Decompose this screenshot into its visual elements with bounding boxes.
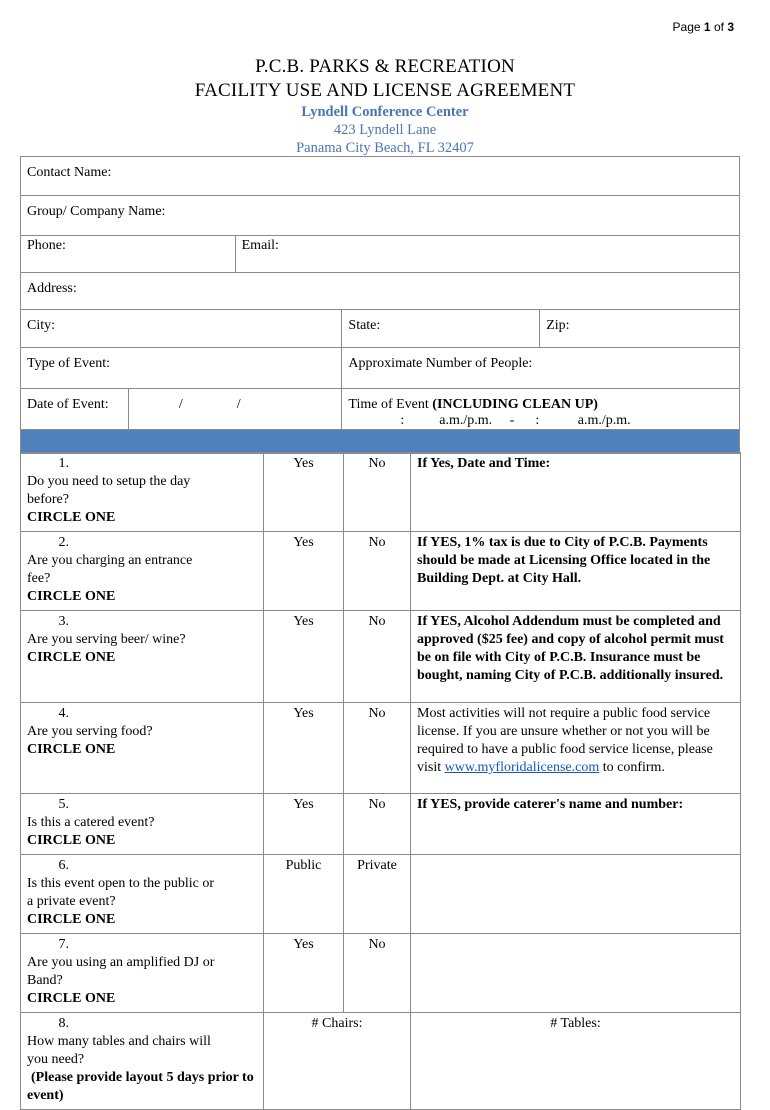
people-count-label: Approximate Number of People: [348, 356, 533, 371]
question-text: Are you serving beer/ wine? [27, 632, 186, 647]
food-license-note-end: to confirm. [599, 760, 665, 775]
group-name-label: Group/ Company Name: [27, 204, 166, 219]
event-date-label: Date of Event: [27, 397, 109, 412]
group-name-field[interactable] [21, 196, 740, 236]
question-note: If YES, Alcohol Addendum must be completed and approved ($25 fee) and copy of alcohol permit must be on file with City of P.C.B. Insurance must be bought, naming City of P.C.B. additionally insured. [411, 611, 741, 703]
option-no[interactable]: No [344, 611, 411, 703]
event-type-field[interactable] [21, 348, 342, 389]
license-website-link[interactable]: www.myfloridalicense.com [444, 760, 600, 775]
page-current: 1 [703, 20, 711, 34]
question-note: If Yes, Date and Time: [411, 453, 741, 532]
contact-info-table [20, 156, 740, 454]
layout-note: (Please provide layout 5 days prior to event) [27, 1070, 254, 1103]
event-time-format: : a.m./p.m. - : a.m./p.m. [400, 413, 631, 428]
option-yes[interactable]: Yes [264, 703, 344, 794]
page-number [673, 20, 734, 34]
event-time-field[interactable] [342, 389, 740, 430]
date-slash: / [178, 397, 183, 412]
city-label: City: [27, 318, 56, 333]
circle-one-label: CIRCLE ONE [27, 510, 116, 525]
circle-one-label: CIRCLE ONE [27, 833, 116, 848]
option-yes[interactable]: Yes [264, 532, 344, 611]
address-label: Address: [27, 281, 77, 296]
city-field[interactable] [21, 310, 342, 348]
question-number: 4. [58, 706, 69, 721]
question-number: 6. [58, 858, 69, 873]
question-row [21, 934, 741, 1013]
circle-one-label: CIRCLE ONE [27, 742, 116, 757]
option-no[interactable]: No [344, 703, 411, 794]
email-field[interactable] [235, 236, 739, 273]
question-row [21, 532, 741, 611]
org-title: P.C.B. PARKS & RECREATION [255, 56, 515, 77]
question-cell [21, 611, 264, 703]
question-row [21, 855, 741, 934]
question-cell [21, 934, 264, 1013]
option-yes[interactable]: Yes [264, 611, 344, 703]
question-number: 5. [58, 797, 69, 812]
venue-street: 423 Lyndell Lane [333, 122, 437, 138]
phone-label: Phone: [27, 238, 66, 253]
event-date-label-cell [21, 389, 129, 430]
contact-name-label: Contact Name: [27, 165, 112, 180]
question-cell [21, 794, 264, 855]
question-cell [21, 1013, 264, 1110]
question-number: 1. [58, 456, 69, 471]
option-no[interactable]: No [344, 532, 411, 611]
question-note [411, 934, 741, 1013]
question-number: 8. [58, 1016, 69, 1031]
option-no[interactable]: No [344, 794, 411, 855]
option-no[interactable]: No [344, 934, 411, 1013]
venue-name: Lyndell Conference Center [301, 104, 469, 120]
people-count-field[interactable] [342, 348, 740, 389]
question-note [411, 855, 741, 934]
option-public[interactable]: Public [264, 855, 344, 934]
address-field[interactable] [21, 273, 740, 310]
option-private[interactable]: Private [344, 855, 411, 934]
circle-one-label: CIRCLE ONE [27, 991, 116, 1006]
email-label: Email: [241, 238, 279, 253]
zip-label: Zip: [546, 318, 570, 333]
option-yes[interactable]: Yes [264, 934, 344, 1013]
question-cell [21, 532, 264, 611]
food-license-note: Most activities will not require a public food service license. If you are unsure whether or not you will be required to have a public food service license, please visit [417, 706, 713, 775]
question-text: Is this event open to the public or a private event? [27, 876, 215, 909]
question-row [21, 1013, 741, 1110]
question-number: 7. [58, 937, 69, 952]
question-note [411, 703, 741, 794]
question-text: How many tables and chairs will you need? [27, 1034, 211, 1067]
form-header [0, 55, 770, 157]
option-yes[interactable]: Yes [264, 453, 344, 532]
venue-city: Panama City Beach, FL 32407 [296, 140, 474, 156]
event-type-label: Type of Event: [27, 356, 110, 371]
state-label: State: [348, 318, 381, 333]
phone-field[interactable] [21, 236, 236, 273]
question-text: Is this a catered event? [27, 815, 155, 830]
question-row [21, 703, 741, 794]
state-field[interactable] [342, 310, 540, 348]
page-label: Page [672, 20, 701, 34]
contact-name-field[interactable] [21, 157, 740, 196]
event-time-label: Time of Event [348, 397, 433, 412]
circle-one-label: CIRCLE ONE [27, 912, 116, 927]
option-yes[interactable]: Yes [264, 794, 344, 855]
question-text: Are you serving food? [27, 724, 153, 739]
form-title: FACILITY USE AND LICENSE AGREEMENT [194, 80, 576, 101]
question-row [21, 611, 741, 703]
option-no[interactable]: No [344, 453, 411, 532]
question-note: If YES, 1% tax is due to City of P.C.B. Payments should be made at Licensing Office located in the Building Dept. at City Hall. [411, 532, 741, 611]
question-text: Are you using an amplified DJ or Band? [27, 955, 215, 988]
question-number: 2. [58, 535, 69, 550]
circle-one-label: CIRCLE ONE [27, 650, 116, 665]
page-total: 3 [727, 20, 734, 34]
question-text: Do you need to setup the day before? [27, 474, 191, 507]
question-cell [21, 453, 264, 532]
question-row [21, 794, 741, 855]
questions-table [20, 452, 741, 1110]
question-text: Are you charging an entrance fee? [27, 553, 193, 586]
question-cell [21, 703, 264, 794]
section-divider-bar [21, 430, 740, 454]
zip-field[interactable] [540, 310, 740, 348]
circle-one-label: CIRCLE ONE [27, 589, 116, 604]
date-slash: / [236, 397, 241, 412]
event-time-note: (INCLUDING CLEAN UP) [432, 397, 598, 412]
chairs-count-field[interactable]: # Chairs: [264, 1013, 411, 1110]
question-cell [21, 855, 264, 934]
page-of: of [713, 20, 724, 34]
question-note: If YES, provide caterer's name and number: [411, 794, 741, 855]
question-number: 3. [58, 614, 69, 629]
question-row [21, 453, 741, 532]
tables-count-field[interactable]: # Tables: [411, 1013, 741, 1110]
event-date-field[interactable] [128, 389, 342, 430]
